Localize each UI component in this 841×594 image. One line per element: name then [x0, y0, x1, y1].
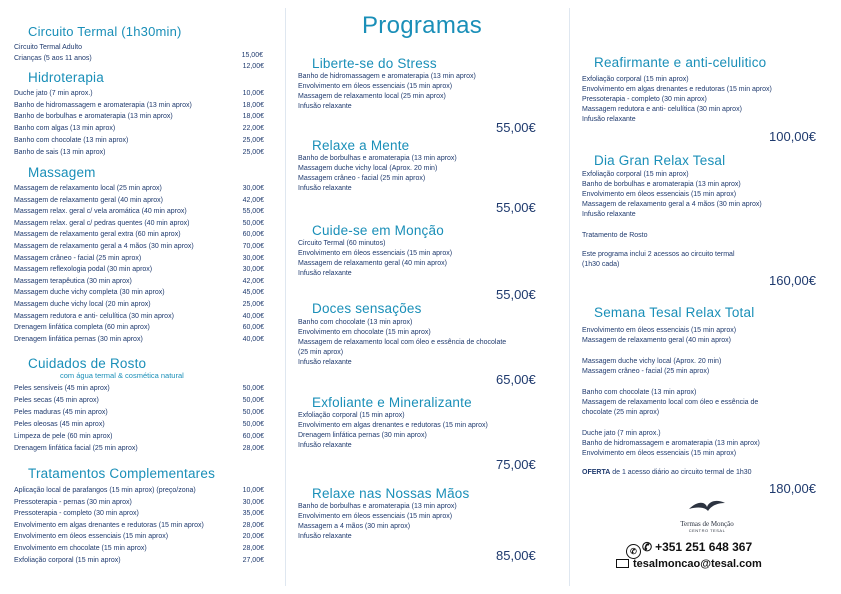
rosto-subtitle: com água termal & cosmética natural: [60, 371, 184, 380]
complementares-row-label: Aplicação local de parafangos (15 min aprox) (preço/zona): [14, 487, 196, 494]
complementares-row-label: Pressoterapia - pernas (30 min aprox): [14, 498, 132, 506]
oferta-label: OFERTA: [582, 469, 611, 476]
hidroterapia-row-label: Duche jato (7 min aprox.): [14, 90, 93, 97]
swallow-logo-icon: [687, 497, 727, 517]
massagem-title: Massagem: [28, 165, 96, 180]
semana-item: Banho com chocolate (13 min aprox): [582, 389, 697, 396]
rosto-row-label: Peles maduras (45 min aprox): [14, 409, 108, 416]
programa-item: Massagem de relaxamento local com óleo e essência de chocolate: [298, 339, 507, 346]
semana-item: chocolate (25 min aprox): [582, 409, 660, 416]
semana-item: Massagem de relaxamento geral (40 min aprox): [582, 337, 732, 344]
diagran-note-line: (1h30 cada): [582, 261, 620, 268]
semana-group: [582, 326, 760, 346]
complementares-row-label: Envolvimento em algas drenantes e redutoras (15 min aprox): [14, 521, 204, 529]
semana-items: [582, 326, 760, 470]
column-divider-right: [569, 8, 570, 586]
rosto-row-label: Peles secas (45 min aprox): [14, 397, 99, 404]
diagran-note: [582, 250, 735, 270]
semana-item: Envolvimento em óleos essenciais (15 min aprox): [582, 327, 737, 334]
massagem-row-price: 45,00€: [242, 289, 264, 297]
massagem-row-label: Drenagem linfática pernas (30 min aprox): [14, 335, 143, 343]
phone-contact[interactable]: [626, 540, 752, 559]
massagem-row-price: 70,00€: [242, 243, 264, 250]
massagem-row-price: 55,00€: [242, 208, 264, 216]
rosto-row-label: Limpeza de pele (60 min aprox): [14, 433, 113, 440]
circuito-row-label: Circuito Termal Adulto: [14, 44, 82, 51]
semana-group: [582, 429, 760, 459]
programa-item: Banho de borbulhas e aromaterapia (13 min aprox): [298, 155, 457, 162]
programa-price: 85,00€: [496, 548, 536, 563]
hidroterapia-row-price: 25,00€: [242, 136, 264, 144]
programa-item: Envolvimento em chocolate (15 min aprox): [298, 329, 431, 336]
diagran-item: Infusão relaxante: [582, 211, 636, 218]
semana-item: Banho de hidromassagem e aromaterapia (13 min aprox): [582, 440, 760, 447]
massagem-row-price: 60,00€: [242, 324, 264, 332]
complementares-row-label: Envolvimento em óleos essenciais (15 min aprox): [14, 533, 169, 541]
email-address[interactable]: tesalmoncao@tesal.com: [633, 558, 762, 570]
complementares-row-price: 10,00€: [242, 487, 264, 494]
massagem-row-price: 40,00€: [242, 335, 264, 343]
programas-title: Programas: [362, 12, 483, 39]
oferta-text: de 1 acesso diário ao circuito termal de 1h30: [610, 469, 752, 476]
programa-item: Envolvimento em óleos essenciais (15 min aprox): [298, 83, 453, 90]
programa-item: Massagem a 4 mãos (30 min aprox): [298, 523, 411, 530]
semana-item: Massagem duche vichy local (Aprox. 20 min): [582, 358, 722, 365]
hidroterapia-row-price: 25,00€: [242, 148, 264, 156]
rosto-row-price: 60,00€: [242, 433, 264, 440]
programa-item: Banho com chocolate (13 min aprox): [298, 319, 413, 326]
complementares-title: Tratamentos Complementares: [28, 466, 216, 481]
rosto-row-price: 50,00€: [242, 421, 264, 428]
massagem-row-label: Drenagem linfática completa (60 min aprox): [14, 324, 150, 332]
programa-item: Infusão relaxante: [298, 270, 352, 277]
programa-title: Liberte-se do Stress: [312, 56, 437, 71]
semana-item: Massagem de relaxamento local com óleo e essência de: [582, 399, 759, 406]
massagem-row-price: 30,00€: [242, 266, 264, 274]
massagem-row-label: Massagem de relaxamento local (25 min aprox): [14, 185, 162, 192]
massagem-row-price: 42,00€: [242, 196, 264, 204]
hidroterapia-title: Hidroterapia: [28, 70, 104, 85]
programa-item: Exfoliação corporal (15 min aprox): [298, 412, 405, 419]
complementares-row-price: 20,00€: [242, 533, 264, 541]
rosto-title: Cuidados de Rosto: [28, 356, 147, 371]
massagem-row-price: 30,00€: [242, 254, 264, 262]
massagem-row-label: Massagem reflexologia podal (30 min aprox): [14, 266, 153, 274]
programa-title: Relaxe nas Nossas Mãos: [312, 486, 470, 501]
hidroterapia-row-label: Banho de hidromassagem e aromaterapia (13 min aprox): [14, 101, 192, 109]
massagem-row-label: Massagem de relaxamento geral (40 min aprox): [14, 196, 164, 204]
programa-price: 55,00€: [496, 287, 536, 302]
phone-number[interactable]: +351 251 648 367: [655, 540, 753, 554]
programa-item: Envolvimento em algas drenantes e redutoras (15 min aprox): [298, 422, 488, 429]
programa-item: Infusão relaxante: [298, 442, 352, 449]
massagem-row-label: Massagem relax. geral c/ pedras quentes (40 min aprox): [14, 219, 190, 227]
reafirmante-item: Exfoliação corporal (15 min aprox): [582, 76, 689, 83]
reafirmante-title: Reafirmante e anti-celulitico: [594, 55, 767, 70]
massagem-row-price: 25,00€: [242, 301, 264, 308]
diagran-item: Massagem de relaxamento geral a 4 mãos (30 min aprox): [582, 201, 762, 208]
programa-price: 55,00€: [496, 200, 536, 215]
diagran-item: Exfoliação corporal (15 min aprox): [582, 171, 689, 178]
reafirmante-price: 100,00€: [769, 129, 816, 144]
massagem-row-label: Massagem crâneo - facial (25 min aprox): [14, 254, 142, 262]
complementares-row-price: 35,00€: [242, 510, 264, 518]
whatsapp-icon: ✆: [626, 544, 641, 559]
massagem-row-label: Massagem relax. geral c/ vela aromática (40 min aprox): [14, 208, 187, 216]
programa-title: Cuide-se em Monção: [312, 223, 444, 238]
massagem-row-price: 30,00€: [242, 185, 264, 192]
massagem-row-price: 50,00€: [242, 219, 264, 227]
semana-price: 180,00€: [769, 481, 816, 496]
massagem-row-price: 40,00€: [242, 312, 264, 320]
programa-title: Relaxe a Mente: [312, 138, 410, 153]
hidroterapia-row-label: Banho de sais (13 min aprox): [14, 148, 106, 156]
rosto-row-label: Peles sensíveis (45 min aprox): [14, 385, 110, 392]
programa-price: 55,00€: [496, 120, 536, 135]
column-divider-left: [285, 8, 286, 586]
programas-right-column: [580, 0, 836, 594]
rosto-row-label: Peles oleosas (45 min aprox): [14, 421, 105, 428]
complementares-row-price: 30,00€: [242, 498, 264, 506]
programa-title: Exfoliante e Mineralizante: [312, 395, 472, 410]
diagran-price: 160,00€: [769, 273, 816, 288]
reafirmante-item: Envolvimento em algas drenantes e redutoras (15 min aprox): [582, 86, 772, 93]
semana-group: [582, 357, 760, 377]
semana-item: Duche jato (7 min aprox.): [582, 430, 661, 437]
reafirmante-item: Massagem redutora e anti- celulítica (30 min aprox): [582, 106, 742, 113]
services-price-column: [0, 0, 276, 594]
email-contact[interactable]: [616, 558, 762, 570]
rosto-row-price: 28,00€: [242, 445, 264, 452]
diagran-items: [582, 170, 762, 220]
complementares-row-label: Pressoterapia - completo (30 min aprox): [14, 510, 139, 518]
programa-item: Envolvimento em óleos essenciais (15 min aprox): [298, 513, 453, 520]
logo-subtext: CENTRO TESAL: [688, 528, 726, 533]
programa-item: Envolvimento em óleos essenciais (15 min aprox): [298, 250, 453, 257]
hidroterapia-row-label: Banho com algas (13 min aprox): [14, 125, 116, 133]
complementares-row-price: 28,00€: [242, 545, 264, 552]
diagran-title: Dia Gran Relax Tesal: [594, 153, 726, 168]
massagem-row-price: 42,00€: [242, 277, 264, 285]
reafirmante-items: [582, 75, 772, 125]
programa-price: 65,00€: [496, 372, 536, 387]
complementares-row-label: Exfoliação corporal (15 min aprox): [14, 556, 121, 564]
semana-title: Semana Tesal Relax Total: [594, 305, 755, 320]
diagran-note-line: Este programa inclui 2 acessos ao circuito termal: [582, 251, 735, 258]
rosto-row-price: 50,00€: [242, 409, 264, 416]
phone-icon: ✆: [642, 540, 653, 554]
programa-item: Massagem de relaxamento local (25 min aprox): [298, 93, 446, 100]
reafirmante-item: Pressoterapia - completo (30 min aprox): [582, 96, 707, 103]
diagran-extra: Tratamento de Rosto: [582, 232, 648, 239]
programa-item: Drenagem linfática pernas (30 min aprox): [298, 432, 427, 439]
programa-item: Infusão relaxante: [298, 359, 352, 366]
programa-item: (25 min aprox): [298, 349, 344, 356]
semana-oferta: [582, 468, 752, 478]
hidroterapia-row-price: 18,00€: [242, 101, 264, 109]
semana-group: [582, 388, 760, 418]
circuito-row-price: 15,00€: [241, 52, 263, 59]
termas-logo: [662, 497, 752, 533]
reafirmante-item: Infusão relaxante: [582, 116, 636, 123]
semana-item: Envolvimento em óleos essenciais (15 min aprox): [582, 450, 737, 457]
massagem-row-label: Massagem duche vichy local (20 min aprox): [14, 301, 151, 308]
complementares-row-label: Envolvimento em chocolate (15 min aprox): [14, 545, 147, 552]
programa-item: Massagem duche vichy local (Aprox. 20 min): [298, 165, 438, 172]
programa-item: Banho de borbulhas e aromaterapia (13 min aprox): [298, 503, 457, 510]
programa-item: Banho de hidromassagem e aromaterapia (13 min aprox): [298, 73, 476, 80]
diagran-item: Banho de borbulhas e aromaterapia (13 min aprox): [582, 181, 741, 188]
programa-item: Infusão relaxante: [298, 103, 352, 110]
massagem-row-label: Massagem terapêutica (30 min aprox): [14, 277, 132, 285]
diagran-item: Envolvimento em óleos essenciais (15 min aprox): [582, 191, 737, 198]
massagem-row-label: Massagem redutora e anti- celulítica (30 min aprox): [14, 312, 174, 320]
massagem-row-label: Massagem de relaxamento geral a 4 mãos (30 min aprox): [14, 243, 194, 250]
programa-price: 75,00€: [496, 457, 536, 472]
hidroterapia-row-price: 18,00€: [242, 113, 264, 121]
programa-item: Massagem crâneo - facial (25 min aprox): [298, 175, 426, 182]
programa-title: Doces sensações: [312, 301, 422, 316]
rosto-row-price: 50,00€: [242, 385, 264, 392]
hidroterapia-row-label: Banho de borbulhas e aromaterapia (13 min aprox): [14, 113, 173, 121]
circuito-row-price: 12,00€: [242, 63, 264, 70]
programa-item: Infusão relaxante: [298, 185, 352, 192]
rosto-row-label: Drenagem linfática facial (25 min aprox): [14, 445, 138, 452]
programa-item: Circuito Termal (60 minutos): [298, 240, 386, 247]
circuito-title: Circuito Termal (1h30min): [28, 24, 182, 39]
hidroterapia-row-label: Banho com chocolate (13 min aprox): [14, 136, 129, 144]
mail-icon: [616, 559, 629, 568]
rosto-row-price: 50,00€: [242, 397, 264, 404]
massagem-row-label: Massagem duche vichy completa (30 min aprox): [14, 289, 165, 297]
programa-item: Infusão relaxante: [298, 533, 352, 540]
programa-item: Massagem de relaxamento geral (40 min aprox): [298, 260, 448, 267]
circuito-row-label: Crianças (5 aos 11 anos): [14, 55, 92, 62]
logo-text: Termas de Monção: [680, 520, 734, 528]
massagem-row-label: Massagem de relaxamento geral extra (60 min aprox): [14, 231, 181, 239]
massagem-row-price: 60,00€: [242, 231, 264, 239]
hidroterapia-row-price: 22,00€: [242, 125, 264, 133]
complementares-row-price: 27,00€: [242, 556, 264, 564]
semana-item: Massagem crâneo - facial (25 min aprox): [582, 368, 710, 375]
complementares-row-price: 28,00€: [242, 521, 264, 529]
hidroterapia-row-price: 10,00€: [242, 90, 264, 97]
